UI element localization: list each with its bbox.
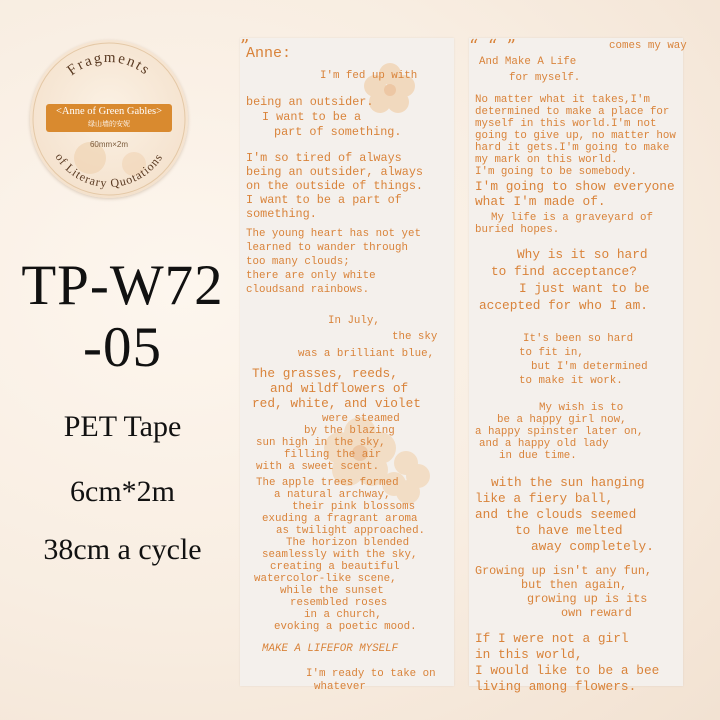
strip-line: The apple trees formed — [256, 477, 399, 489]
strip-line: to find acceptance? — [491, 264, 637, 279]
strip-line: sun high in the sky, — [256, 437, 386, 449]
product-seal — [30, 40, 188, 198]
strip-line: whatever — [314, 681, 366, 693]
strip-line: My life is a graveyard of — [491, 212, 653, 224]
strip-line: cloudsand rainbows. — [246, 284, 370, 296]
strip-line: The grasses, reeds, — [252, 366, 398, 381]
strip-line: like a fiery ball, — [475, 491, 614, 506]
strip-line: I would like to be a bee — [475, 663, 660, 678]
strip-line: Growing up isn't any fun, — [475, 564, 652, 578]
strip-line: by the blazing — [304, 425, 395, 437]
tape-strip-left — [240, 36, 454, 693]
strip-line: and wildflowers of — [270, 381, 409, 396]
strip-line: myself in this world.I'm not — [475, 118, 657, 130]
strip-line: determined to make a place for — [475, 106, 670, 118]
strip-line: learned to wander through — [246, 242, 408, 254]
strip-line: The young heart has not yet — [246, 228, 421, 240]
strip-line: growing up is its — [527, 592, 648, 606]
seal-banner-title: <Anne of Green Gables> — [55, 106, 162, 117]
strip-line: resembled roses — [290, 597, 388, 609]
strip-line: I want to be a part of — [246, 193, 402, 207]
strip-line: in due time. — [499, 450, 577, 462]
strip-line: was a brilliant blue, — [298, 348, 435, 360]
quote-mark-icon: “ — [487, 36, 498, 57]
strip-line: in this world, — [475, 647, 583, 662]
strip-line: as twilight approached. — [276, 525, 426, 537]
strip-line: with the sun hanging — [491, 475, 645, 490]
strip-line: but then again, — [521, 578, 628, 592]
strip-line: accepted for who I am. — [479, 298, 648, 313]
strip-line: I want to be a — [262, 110, 362, 124]
strip-line: while the sunset — [280, 585, 384, 597]
strip-line: for myself. — [509, 72, 581, 84]
strip-line: If I were not a girl — [475, 631, 629, 646]
product-cycle: 38cm a cycle — [43, 533, 202, 566]
strip-line: I'm fed up with — [320, 70, 418, 82]
strip-line: a happy spinster later on, — [475, 426, 644, 438]
strip-line: what I'm made of. — [475, 194, 606, 209]
strip-line: evoking a poetic mood. — [274, 621, 417, 633]
strip-line: own reward — [561, 606, 632, 620]
strip-line: there are only white — [246, 270, 376, 282]
strip-line: Why is it so hard — [517, 247, 648, 262]
seal-banner — [46, 104, 172, 132]
strip-line: Anne: — [246, 45, 292, 62]
strip-line: I'm so tired of always — [246, 151, 402, 165]
strip-line: in a church, — [304, 609, 382, 621]
strip-line: In July, — [328, 315, 380, 327]
seal-top-text: Fragments — [64, 49, 154, 80]
strip-line: And Make A Life — [479, 56, 577, 68]
strip-line: with a sweet scent. — [256, 461, 380, 473]
strip-line: part of something. — [274, 125, 402, 139]
strip-line: and the clouds seemed — [475, 507, 637, 522]
product-code-line2: -05 — [83, 316, 162, 379]
quote-mark-icon: ” — [240, 36, 250, 57]
quote-mark-icon: ” — [506, 36, 516, 57]
strip-line: watercolor-like scene, — [254, 573, 397, 585]
strip-line: a natural archway, — [274, 489, 391, 501]
product-type: PET Tape — [63, 410, 182, 443]
strip-line: something. — [246, 207, 317, 221]
strip-line: be a happy girl now, — [497, 414, 627, 426]
strip-line: seamlessly with the sky, — [262, 549, 418, 561]
strip-line: red, white, and violet — [252, 396, 421, 411]
strip-line: My wish is to — [539, 402, 624, 414]
strip-line: were steamed — [322, 413, 400, 425]
strip-line: away completely. — [531, 539, 654, 554]
seal-banner-subtitle: 绿山墙的安妮 — [88, 120, 130, 128]
tape-strip-right — [469, 36, 687, 694]
strip-line: exuding a fragrant aroma — [262, 513, 418, 525]
strip-line: being an outsider. — [246, 95, 374, 109]
product-code-line1: TP-W72 — [21, 254, 224, 317]
strip-line: hard it gets.I'm going to make — [475, 142, 670, 154]
seal-bottom-text: of Literary Quotations — [52, 150, 166, 191]
strip-line: my mark on this world. — [475, 154, 618, 166]
strip-line: on the outside of things. — [246, 179, 423, 193]
quote-mark-icon: “ — [469, 36, 479, 57]
strip-line: buried hopes. — [475, 224, 560, 236]
strip-line: comes my way — [609, 40, 687, 52]
strip-line: too many clouds; — [246, 256, 350, 268]
strip-line: MAKE A LIFEFOR MYSELF — [262, 643, 399, 655]
strip-line: I just want to be — [519, 281, 650, 296]
strip-line: living among flowers. — [475, 679, 637, 694]
flower-decoration — [360, 58, 420, 118]
strip-line: the sky — [392, 331, 438, 343]
seal-size-text: 60mm×2m — [89, 140, 128, 149]
strip-line: to have melted — [515, 523, 623, 538]
strip-line: but I'm determined — [531, 361, 648, 373]
strip-line: and a happy old lady — [479, 438, 609, 450]
svg-text:Fragments — [64, 50, 153, 79]
strip-line: I'm ready to take on — [306, 668, 436, 680]
strip-line: filling the air — [284, 449, 382, 461]
strip-line: to make it work. — [519, 375, 623, 387]
strip-line: I'm going to show everyone — [475, 179, 675, 194]
strip-line: going to give up, no matter how — [475, 130, 676, 142]
strip-line: The horizon blended — [286, 537, 410, 549]
strip-line: being an outsider, always — [246, 165, 423, 179]
strip-line: their pink blossoms — [292, 501, 416, 513]
strip-line: to fit in, — [519, 347, 584, 359]
strip-line: I'm going to be somebody. — [475, 166, 637, 178]
strip-line: No matter what it takes,I'm — [475, 94, 650, 106]
strip-line: It's been so hard — [523, 333, 634, 345]
product-code — [15, 255, 230, 379]
strip-line: creating a beautiful — [270, 561, 400, 573]
product-size: 6cm*2m — [70, 475, 175, 508]
